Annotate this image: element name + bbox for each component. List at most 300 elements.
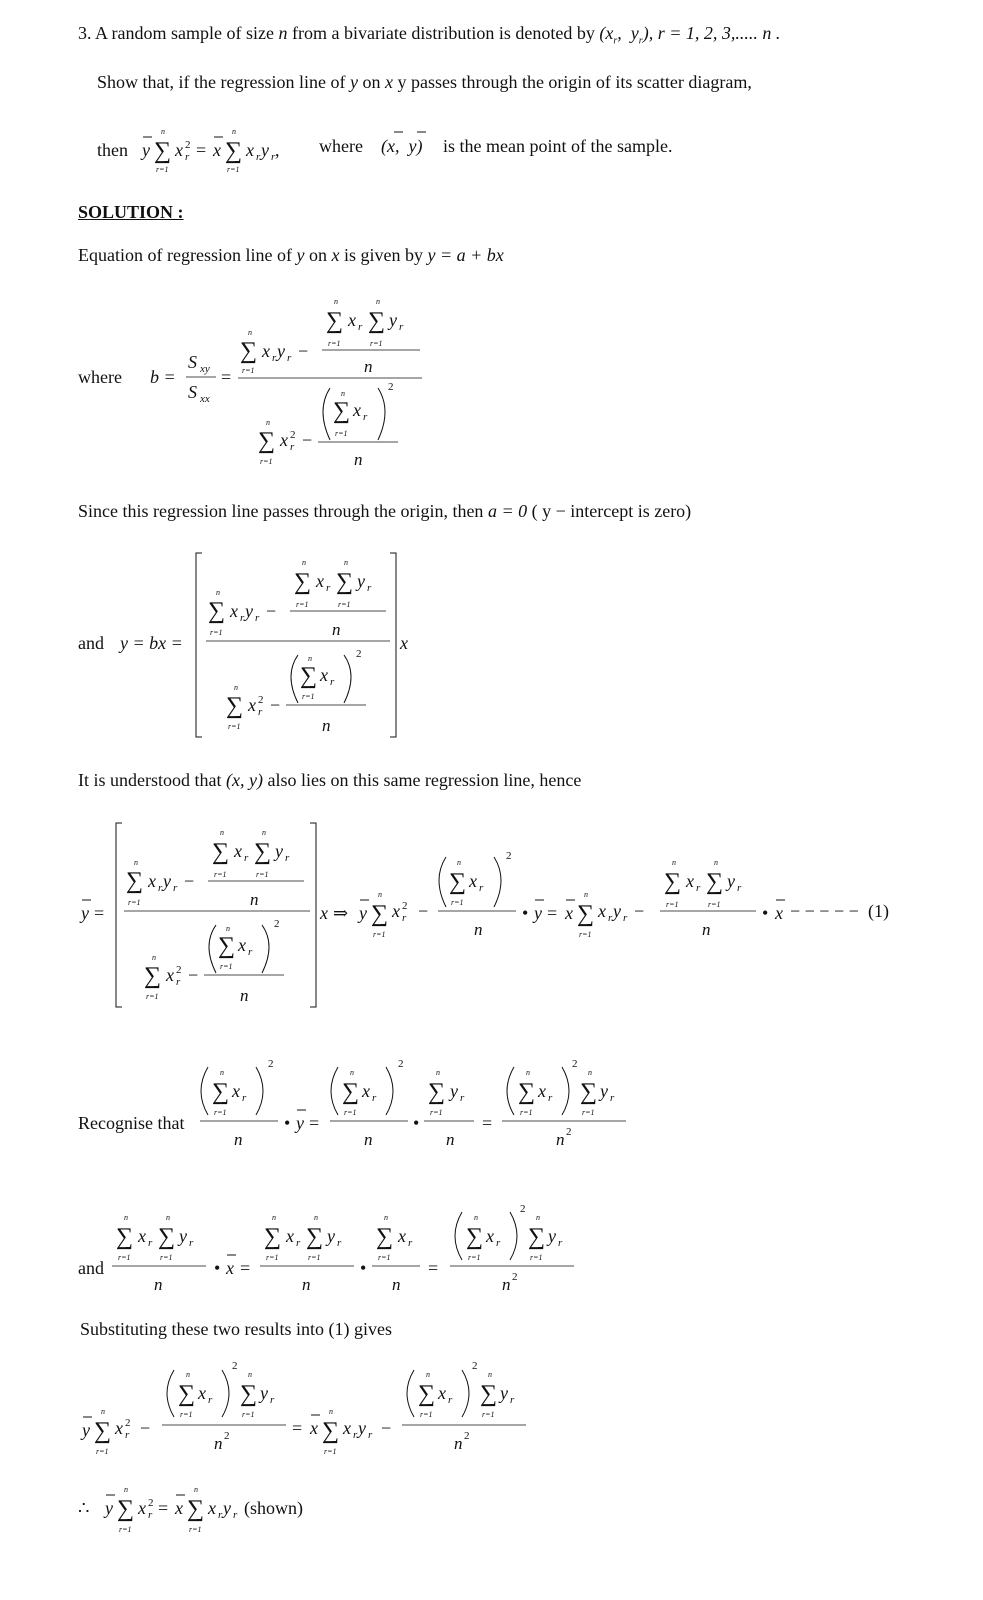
svg-text:r=1: r=1 bbox=[266, 1253, 279, 1262]
svg-text:x: x bbox=[234, 841, 242, 861]
svg-text:=: = bbox=[196, 140, 207, 160]
svg-text:∑: ∑ bbox=[117, 1496, 135, 1522]
svg-text:r=1: r=1 bbox=[180, 1410, 193, 1419]
svg-text:r: r bbox=[326, 582, 331, 594]
svg-text:r: r bbox=[148, 1509, 153, 1521]
regression-line-intro bbox=[78, 246, 504, 264]
svg-text:r=1: r=1 bbox=[128, 898, 141, 907]
svg-text:n: n bbox=[332, 620, 341, 639]
svg-text:r: r bbox=[233, 1509, 238, 1521]
svg-text:r: r bbox=[372, 1092, 377, 1104]
svg-text:n: n bbox=[220, 1068, 224, 1077]
svg-text:x: x bbox=[232, 1081, 240, 1101]
svg-text:r=1: r=1 bbox=[242, 366, 255, 375]
svg-text:(x, y): (x, y) bbox=[381, 136, 423, 156]
svg-text:x: x bbox=[400, 633, 408, 653]
svg-text:r: r bbox=[287, 352, 292, 364]
svg-text:r=1: r=1 bbox=[324, 1447, 337, 1456]
svg-text:n: n bbox=[588, 1068, 592, 1077]
svg-text:∑: ∑ bbox=[254, 839, 272, 865]
svg-text:r=1: r=1 bbox=[210, 628, 223, 637]
svg-text:xx: xx bbox=[200, 393, 210, 405]
show-x: x bbox=[384, 72, 393, 92]
svg-text:n: n bbox=[474, 920, 483, 939]
svg-text:y: y bbox=[613, 901, 621, 921]
svg-text:r: r bbox=[460, 1092, 465, 1104]
svg-text:−: − bbox=[418, 901, 429, 921]
svg-text:=: = bbox=[240, 1258, 251, 1278]
problem-mid: from a bivariate distribution is denoted by bbox=[291, 23, 595, 43]
svg-text:r: r bbox=[368, 1429, 373, 1441]
svg-text:r=1: r=1 bbox=[420, 1410, 433, 1419]
svg-text:∑: ∑ bbox=[178, 1381, 196, 1407]
svg-text:x: x bbox=[238, 935, 246, 955]
svg-text:•: • bbox=[214, 1258, 221, 1278]
then-label: then bbox=[97, 140, 128, 160]
svg-text:r=1: r=1 bbox=[296, 600, 309, 609]
svg-text:∑: ∑ bbox=[158, 1224, 176, 1250]
svg-text:n: n bbox=[226, 924, 230, 933]
svg-text:n: n bbox=[714, 858, 718, 867]
eq-line-x: x bbox=[331, 245, 340, 265]
svg-text:∑: ∑ bbox=[225, 138, 243, 164]
svg-text:r: r bbox=[271, 151, 276, 163]
svg-text:∑: ∑ bbox=[322, 1418, 340, 1444]
svg-text:n: n bbox=[341, 389, 345, 398]
svg-text:2: 2 bbox=[566, 1126, 572, 1138]
svg-text:∑: ∑ bbox=[212, 839, 230, 865]
svg-text:∑: ∑ bbox=[706, 869, 724, 895]
problem-prefix: 3. A random sample of size bbox=[78, 23, 274, 43]
svg-text:r=1: r=1 bbox=[302, 692, 315, 701]
second-identity bbox=[78, 1200, 598, 1300]
svg-text:r: r bbox=[125, 1429, 130, 1441]
show-rest: y passes through the origin of its scatter diagram, bbox=[397, 72, 752, 92]
svg-text:∑: ∑ bbox=[294, 569, 312, 595]
svg-text:x: x bbox=[392, 901, 400, 921]
svg-text:r: r bbox=[608, 912, 613, 924]
svg-text:r=1: r=1 bbox=[666, 900, 679, 909]
svg-text:x: x bbox=[208, 1498, 216, 1518]
svg-text:−: − bbox=[298, 341, 309, 361]
svg-text:−: − bbox=[140, 1418, 151, 1438]
svg-text:n: n bbox=[154, 1275, 163, 1294]
svg-text:2: 2 bbox=[512, 1271, 518, 1283]
svg-text:n: n bbox=[166, 1213, 170, 1222]
substituted-equation bbox=[78, 1355, 558, 1465]
slope-formula bbox=[78, 290, 458, 480]
show-prefix: Show that, if the regression line of bbox=[97, 72, 346, 92]
problem-n: n bbox=[278, 23, 288, 43]
svg-text:∑: ∑ bbox=[240, 1381, 258, 1407]
svg-text:−: − bbox=[266, 601, 277, 621]
svg-text:•: • bbox=[413, 1113, 420, 1133]
svg-text:•: • bbox=[762, 903, 769, 923]
svg-text:2: 2 bbox=[274, 918, 280, 930]
equation-number: (1) bbox=[868, 901, 889, 921]
svg-text:r=1: r=1 bbox=[214, 1108, 227, 1117]
problem-line-1 bbox=[78, 24, 780, 47]
svg-text:n: n bbox=[672, 858, 676, 867]
svg-text:n: n bbox=[302, 1275, 311, 1294]
svg-text:x: x bbox=[320, 665, 328, 685]
svg-text:x: x bbox=[320, 903, 328, 923]
svg-text:y: y bbox=[727, 871, 735, 891]
svg-text:− − − − −: − − − − − bbox=[790, 901, 859, 921]
svg-text:∑: ∑ bbox=[371, 901, 389, 927]
svg-text:n: n bbox=[526, 1068, 530, 1077]
svg-text:r=1: r=1 bbox=[328, 339, 341, 348]
svg-text:y: y bbox=[296, 1113, 304, 1133]
svg-text:=: = bbox=[158, 1498, 169, 1518]
svg-text:∑: ∑ bbox=[154, 138, 172, 164]
svg-text:r: r bbox=[296, 1237, 301, 1249]
svg-text:r: r bbox=[496, 1237, 501, 1249]
svg-text:x: x bbox=[226, 1258, 234, 1278]
svg-text:r=1: r=1 bbox=[228, 722, 241, 731]
svg-text:x: x bbox=[262, 341, 270, 361]
svg-text:y: y bbox=[275, 841, 283, 861]
svg-text:n: n bbox=[214, 1434, 223, 1453]
svg-text:2: 2 bbox=[176, 964, 182, 976]
svg-text:n: n bbox=[457, 858, 461, 867]
svg-text:y: y bbox=[105, 1498, 113, 1518]
problem-pair: ($x_r$, $y_r$) bbox=[599, 23, 649, 47]
svg-text:x: x bbox=[348, 310, 356, 330]
svg-text:∑: ∑ bbox=[212, 1079, 230, 1105]
svg-text:r=1: r=1 bbox=[582, 1108, 595, 1117]
svg-text:x: x bbox=[166, 965, 174, 985]
svg-text:n: n bbox=[124, 1213, 128, 1222]
svg-text:y: y bbox=[534, 903, 542, 923]
eq-line-prefix: Equation of regression line of bbox=[78, 245, 292, 265]
svg-text:∑: ∑ bbox=[518, 1079, 536, 1105]
svg-text:r: r bbox=[479, 882, 484, 894]
svg-text:n: n bbox=[216, 588, 220, 597]
svg-text:r=1: r=1 bbox=[520, 1108, 533, 1117]
svg-text:=: = bbox=[94, 903, 105, 923]
svg-text:∑: ∑ bbox=[187, 1496, 205, 1522]
svg-text:2: 2 bbox=[402, 900, 408, 912]
svg-text:∑: ∑ bbox=[449, 869, 467, 895]
understood-rest: also lies on this same regression line, hence bbox=[267, 770, 582, 790]
svg-text:r: r bbox=[448, 1394, 453, 1406]
svg-text:r: r bbox=[367, 582, 372, 594]
svg-text:∑: ∑ bbox=[664, 869, 682, 895]
svg-text:x: x bbox=[148, 871, 156, 891]
svg-text:∑: ∑ bbox=[326, 308, 344, 334]
svg-text:y: y bbox=[163, 871, 171, 891]
svg-text:∑: ∑ bbox=[226, 693, 244, 719]
svg-text:n: n bbox=[314, 1213, 318, 1222]
svg-text:x: x bbox=[138, 1498, 146, 1518]
svg-text:n: n bbox=[584, 890, 588, 899]
svg-text:n: n bbox=[364, 1130, 373, 1149]
svg-text:2: 2 bbox=[520, 1203, 526, 1215]
svg-text:n: n bbox=[266, 418, 270, 427]
svg-text:•: • bbox=[360, 1258, 367, 1278]
svg-text:n: n bbox=[334, 297, 338, 306]
svg-text:S: S bbox=[188, 382, 197, 402]
svg-text:,: , bbox=[275, 140, 280, 160]
svg-text:r: r bbox=[218, 1509, 223, 1521]
svg-text:∑: ∑ bbox=[258, 428, 276, 454]
svg-text:n: n bbox=[234, 1130, 243, 1149]
svg-text:r: r bbox=[330, 676, 335, 688]
origin-text: Since this regression line passes through the origin, then bbox=[78, 501, 484, 521]
svg-text:x: x bbox=[598, 901, 606, 921]
svg-text:n: n bbox=[350, 1068, 354, 1077]
svg-text:y: y bbox=[277, 341, 285, 361]
svg-text:⇒: ⇒ bbox=[333, 903, 349, 923]
svg-text:x: x bbox=[286, 1226, 294, 1246]
svg-text:∑: ∑ bbox=[466, 1224, 484, 1250]
svg-text:r=1: r=1 bbox=[378, 1253, 391, 1262]
svg-text:r: r bbox=[185, 151, 190, 163]
svg-text:y: y bbox=[245, 601, 253, 621]
understood-statement bbox=[78, 771, 581, 789]
svg-text:∑: ∑ bbox=[208, 598, 226, 624]
substituting-statement: Substituting these two results into (1) gives bbox=[80, 1319, 392, 1339]
svg-text:−: − bbox=[184, 871, 195, 891]
svg-text:r: r bbox=[242, 1092, 247, 1104]
svg-text:r=1: r=1 bbox=[156, 165, 169, 174]
svg-text:n: n bbox=[354, 450, 363, 469]
svg-text:•: • bbox=[522, 903, 529, 923]
understood-prefix: It is understood that bbox=[78, 770, 222, 790]
svg-text:r: r bbox=[176, 976, 181, 988]
svg-text:y: y bbox=[260, 1383, 268, 1403]
svg-text:y: y bbox=[450, 1081, 458, 1101]
svg-text:n: n bbox=[161, 127, 165, 136]
svg-text:x: x bbox=[438, 1383, 446, 1403]
svg-text:n: n bbox=[392, 1275, 401, 1294]
svg-text:2: 2 bbox=[125, 1417, 131, 1429]
svg-text:r: r bbox=[240, 612, 245, 624]
svg-text:x: x bbox=[175, 140, 183, 160]
svg-text:2: 2 bbox=[356, 648, 362, 660]
equation-1 bbox=[78, 815, 908, 1015]
svg-text:r: r bbox=[272, 352, 277, 364]
problem-line-2 bbox=[97, 73, 752, 91]
svg-text:−: − bbox=[302, 430, 313, 450]
svg-text:∑: ∑ bbox=[376, 1224, 394, 1250]
svg-text:x: x bbox=[686, 871, 694, 891]
svg-text:n: n bbox=[248, 1370, 252, 1379]
svg-text:x: x bbox=[310, 1418, 318, 1438]
svg-text:y: y bbox=[359, 903, 367, 923]
svg-text:r=1: r=1 bbox=[344, 1108, 357, 1117]
svg-text:r=1: r=1 bbox=[373, 930, 386, 939]
show-y: y bbox=[349, 72, 358, 92]
svg-text:n: n bbox=[556, 1130, 565, 1149]
eq-line-on: on bbox=[308, 245, 327, 265]
svg-text:r=1: r=1 bbox=[214, 870, 227, 879]
svg-text:n: n bbox=[248, 328, 252, 337]
svg-text:r=1: r=1 bbox=[579, 930, 592, 939]
svg-text:∑: ∑ bbox=[577, 901, 595, 927]
svg-text:r: r bbox=[402, 912, 407, 924]
svg-text:∑: ∑ bbox=[94, 1418, 112, 1444]
svg-text:n: n bbox=[262, 828, 266, 837]
mean-text: is the mean point of the sample. bbox=[443, 136, 673, 156]
svg-text:∑: ∑ bbox=[336, 569, 354, 595]
svg-text:−: − bbox=[270, 695, 281, 715]
shown-label: (shown) bbox=[244, 1498, 303, 1518]
svg-text:r: r bbox=[353, 1429, 358, 1441]
svg-text:y: y bbox=[327, 1226, 335, 1246]
svg-text:x: x bbox=[230, 601, 238, 621]
svg-text:=: = bbox=[309, 1113, 320, 1133]
svg-text:x: x bbox=[362, 1081, 370, 1101]
svg-text:n: n bbox=[446, 1130, 455, 1149]
svg-text:∑: ∑ bbox=[306, 1224, 324, 1250]
svg-text:n: n bbox=[308, 654, 312, 663]
svg-text:n: n bbox=[384, 1213, 388, 1222]
svg-text:x: x bbox=[115, 1418, 123, 1438]
svg-text:∑: ∑ bbox=[428, 1079, 446, 1105]
svg-text:r=1: r=1 bbox=[118, 1253, 131, 1262]
svg-text:2: 2 bbox=[472, 1360, 478, 1372]
svg-text:x: x bbox=[538, 1081, 546, 1101]
svg-text:2: 2 bbox=[290, 429, 296, 441]
svg-text:n: n bbox=[474, 1213, 478, 1222]
svg-text:∑: ∑ bbox=[300, 663, 318, 689]
svg-text:r: r bbox=[696, 882, 701, 894]
svg-text:2: 2 bbox=[388, 381, 394, 393]
svg-text:∑: ∑ bbox=[368, 308, 386, 334]
svg-text:r: r bbox=[248, 946, 253, 958]
svg-text:x: x bbox=[175, 1498, 183, 1518]
eq-line-given: is given by bbox=[343, 245, 423, 265]
svg-text:r: r bbox=[610, 1092, 615, 1104]
svg-text:r: r bbox=[244, 852, 249, 864]
svg-text:n: n bbox=[378, 890, 382, 899]
svg-text:r: r bbox=[408, 1237, 413, 1249]
svg-text:n: n bbox=[364, 357, 373, 376]
svg-text:S: S bbox=[188, 352, 197, 372]
svg-text:r=1: r=1 bbox=[220, 962, 233, 971]
svg-text:x: x bbox=[486, 1226, 494, 1246]
and2-label: and bbox=[78, 1258, 104, 1278]
svg-text:r=1: r=1 bbox=[119, 1525, 132, 1534]
svg-text:r=1: r=1 bbox=[338, 600, 351, 609]
eq-line-formula: y = a + bx bbox=[427, 245, 504, 265]
svg-text:x: x bbox=[398, 1226, 406, 1246]
svg-text:xy: xy bbox=[200, 363, 210, 375]
svg-text:n: n bbox=[536, 1213, 540, 1222]
svg-text:r: r bbox=[256, 151, 261, 163]
svg-text:r=1: r=1 bbox=[370, 339, 383, 348]
svg-text:r: r bbox=[258, 706, 263, 718]
svg-text:b =: b = bbox=[150, 367, 176, 387]
svg-text:2: 2 bbox=[258, 694, 264, 706]
svg-text:r=1: r=1 bbox=[146, 992, 159, 1001]
where-label: where bbox=[78, 367, 122, 387]
svg-text:n: n bbox=[302, 558, 306, 567]
svg-text:2: 2 bbox=[185, 139, 191, 151]
svg-text:r=1: r=1 bbox=[189, 1525, 202, 1534]
svg-text:∑: ∑ bbox=[480, 1381, 498, 1407]
svg-text:∑: ∑ bbox=[580, 1079, 598, 1105]
svg-text:r=1: r=1 bbox=[708, 900, 721, 909]
svg-text:x: x bbox=[353, 400, 361, 420]
svg-text:x: x bbox=[213, 140, 221, 160]
svg-text:r=1: r=1 bbox=[335, 429, 348, 438]
svg-text:r: r bbox=[148, 1237, 153, 1249]
svg-text:r: r bbox=[290, 441, 295, 453]
svg-text:n: n bbox=[454, 1434, 463, 1453]
svg-text:y: y bbox=[142, 140, 150, 160]
svg-text:y: y bbox=[389, 310, 397, 330]
svg-text:r: r bbox=[558, 1237, 563, 1249]
svg-text:x: x bbox=[316, 571, 324, 591]
svg-text:x: x bbox=[280, 430, 288, 450]
svg-text:n: n bbox=[436, 1068, 440, 1077]
svg-text:n: n bbox=[186, 1370, 190, 1379]
svg-text:x: x bbox=[775, 903, 783, 923]
svg-text:n: n bbox=[488, 1370, 492, 1379]
svg-text:2: 2 bbox=[506, 850, 512, 862]
svg-text:2: 2 bbox=[232, 1360, 238, 1372]
svg-text:r: r bbox=[158, 882, 163, 894]
svg-text:r: r bbox=[548, 1092, 553, 1104]
svg-text:x: x bbox=[469, 871, 477, 891]
svg-text:n: n bbox=[272, 1213, 276, 1222]
svg-text:r=1: r=1 bbox=[451, 898, 464, 907]
svg-text:n: n bbox=[124, 1485, 128, 1494]
svg-text:∑: ∑ bbox=[218, 933, 236, 959]
svg-text:x: x bbox=[565, 903, 573, 923]
svg-text:2: 2 bbox=[572, 1058, 578, 1070]
svg-text:=: = bbox=[428, 1258, 439, 1278]
svg-text:y: y bbox=[82, 1420, 90, 1440]
svg-text:y: y bbox=[357, 571, 365, 591]
svg-text:r: r bbox=[737, 882, 742, 894]
svg-text:n: n bbox=[134, 858, 138, 867]
problem-r-range: , r = 1, 2, 3,..... n . bbox=[648, 23, 781, 43]
svg-text:−: − bbox=[188, 965, 199, 985]
svg-text:2: 2 bbox=[224, 1430, 230, 1442]
svg-text:∑: ∑ bbox=[528, 1224, 546, 1250]
problem-claim-equation bbox=[97, 120, 737, 180]
conclusion-equation bbox=[78, 1478, 398, 1548]
origin-statement bbox=[78, 502, 691, 520]
understood-point: (x, y) bbox=[225, 770, 263, 790]
svg-text:n: n bbox=[234, 683, 238, 692]
and-label: and bbox=[78, 633, 104, 653]
svg-text:=: = bbox=[292, 1418, 303, 1438]
y-equals-bx-equation bbox=[78, 545, 438, 745]
svg-text:n: n bbox=[702, 920, 711, 939]
svg-text:2: 2 bbox=[398, 1058, 404, 1070]
svg-text:r: r bbox=[270, 1394, 275, 1406]
svg-text:n: n bbox=[232, 127, 236, 136]
svg-text:r=1: r=1 bbox=[256, 870, 269, 879]
svg-text:r=1: r=1 bbox=[227, 165, 240, 174]
svg-text:r=1: r=1 bbox=[530, 1253, 543, 1262]
svg-text:r: r bbox=[285, 852, 290, 864]
svg-text:r=1: r=1 bbox=[468, 1253, 481, 1262]
svg-text:y: y bbox=[81, 903, 89, 923]
svg-text:r=1: r=1 bbox=[242, 1410, 255, 1419]
svg-text:x: x bbox=[246, 140, 254, 160]
show-on: on bbox=[362, 72, 381, 92]
svg-text:−: − bbox=[634, 901, 645, 921]
svg-text:r=1: r=1 bbox=[308, 1253, 321, 1262]
recognise-label: Recognise that bbox=[78, 1113, 185, 1133]
svg-text:r: r bbox=[510, 1394, 515, 1406]
